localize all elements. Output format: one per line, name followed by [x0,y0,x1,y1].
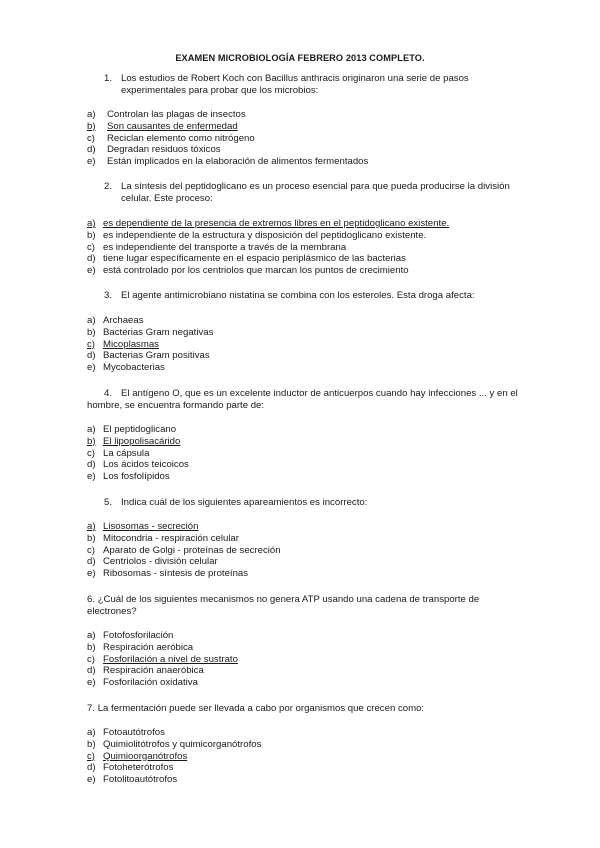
option-b: b) Respiración aeróbica [87,641,194,653]
options-1 [87,109,527,168]
option-d: d) Degradan residuos tóxicos [87,144,221,156]
question-5 [104,497,524,509]
question-6 [87,594,517,618]
question-number: 4. [104,388,113,399]
question-text: El agente antimicrobiano nistatina se combina con los esteroles. Esta droga afecta: [121,290,475,301]
option-d: d) Los ácidos teicoicos [87,459,189,471]
option-c: c) Aparato de Golgi - proteínas de secreción [87,544,281,556]
option-e: e) Fotolitoautótrofos [87,774,178,786]
question-number: 5. [104,497,113,508]
options-7 [87,727,527,786]
question-text: La fermentación puede ser llevada a cabo por organismos que crecen como: [97,703,425,714]
option-a: a) Fotofosforilación [87,630,174,641]
option-c-underlined: c) Quimioorganótrofos [87,750,188,762]
question-text: El antígeno O, que es un excelente inductor de anticuerpos cuando hay infecciones ... y en el hombre, se encuentra formando parte de: [87,388,518,411]
option-e: e) Ribosomas - síntesis de proteínas [87,568,249,580]
option-d: d) Centriolos - división celular [87,556,218,568]
option-d: d) Fotoheterótrofos [87,762,174,774]
question-number: 2. [104,181,113,192]
option-b: b) Mitocondria - respiración celular [87,532,239,544]
options-6 [87,630,527,689]
question-4 [87,388,527,412]
option-b: b) es independiente de la estructura y disposición del peptidoglicano existente. [87,229,427,241]
option-a: a) El peptidoglicano [87,424,177,435]
option-c: c) La cápsula [87,447,150,459]
options-3 [87,315,527,374]
option-b-underlined: b) El lipopolisacárido [87,435,181,447]
option-d: d) Respiración anaeróbica [87,665,204,677]
option-a: a) Controlan las plagas de insectos [87,109,246,120]
option-e: e) Mycobacterias [87,362,165,374]
option-a-underlined: a) es dependiente de la presencia de extremos libres en el peptidoglicano existente. [87,218,450,229]
question-number: 1. [104,73,113,84]
option-b-underlined: b) Son causantes de enfermedad [87,120,238,132]
question-text: La síntesis del peptidoglicano es un proceso esencial para que pueda producirse la división celular. Este proceso: [121,181,510,204]
question-2 [104,181,524,205]
question-7 [87,703,517,715]
options-5 [87,521,527,580]
option-c: c) es independiente del transporte a través de la membrana [87,241,347,253]
option-a: a) Fotoautótrofos [87,727,165,738]
option-a: a) Archaeas [87,315,144,326]
option-e: e) Los fosfolípidos [87,471,170,483]
option-e: e) está controlado por los centriolos que marcan los puntos de crecimiento [87,265,409,277]
question-number: 7. [87,703,96,714]
question-number: 6. [87,594,96,605]
option-b: b) Bacterias Gram negativas [87,326,214,338]
question-text: ¿Cuál de los siguientes mecanismos no genera ATP usando una cadena de transporte de electrones? [87,594,480,617]
question-text: Indica cuál de los siguientes apareamientos es incorrecto: [121,497,368,508]
question-text: Los estudios de Robert Koch con Bacillus anthracis originaron una serie de pasos experimentales para probar que los microbios: [121,73,469,96]
option-d: d) Bacterias Gram positivas [87,350,210,362]
option-e: e) Están implicados en la elaboración de alimentos fermentados [87,156,369,168]
option-c-underlined: c) Micoplasmas [87,338,159,350]
option-c: c) Reciclan elemento como nitrógeno [87,132,255,144]
page-title: EXAMEN MICROBIOLOGÍA FEBRERO 2013 COMPLETO. [175,53,425,63]
question-3 [104,290,524,302]
option-b: b) Quimiolitótrofos y quimicorganótrofos [87,738,262,750]
question-number: 3. [104,290,113,301]
option-a-underlined: a) Lisosomas - secreción [87,521,199,532]
options-2 [87,218,527,277]
option-c-underlined-text: c) Fosforilación a nivel de sustrato [87,653,238,665]
option-d: d) tiene lugar específicamente en el espacio periplásmico de las bacterias [87,253,406,265]
options-4 [87,424,527,483]
option-e: e) Fosforilación oxidativa [87,677,198,689]
question-1 [104,73,524,97]
